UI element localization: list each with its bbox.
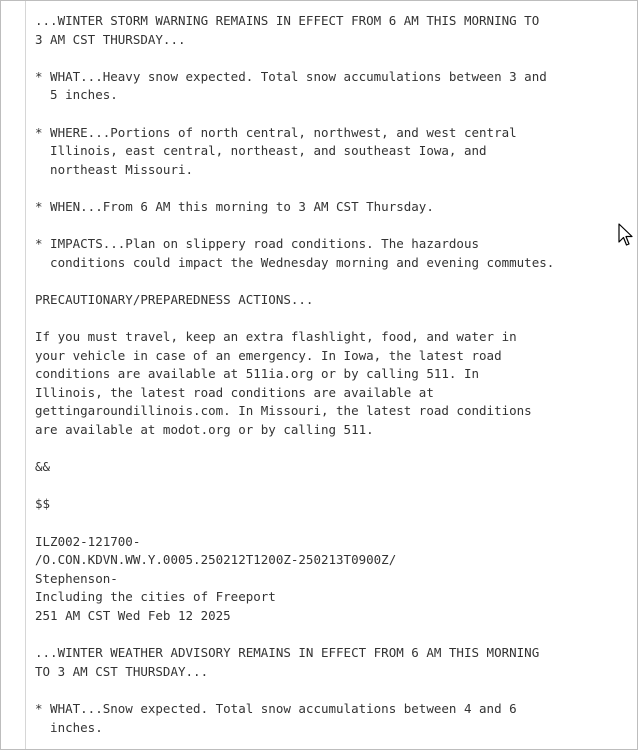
mouse-pointer-icon xyxy=(618,223,634,247)
bulletin-line xyxy=(35,179,554,198)
bulletin-line: ILZ002-121700- xyxy=(35,533,141,549)
bulletin-line: conditions could impact the Wednesday morning and evening commutes. xyxy=(35,254,555,270)
bulletin-line: * WHEN...From 6 AM this morning to 3 AM CST Thursday. xyxy=(35,198,434,214)
bulletin-line: conditions are available at 511ia.org or by calling 511. In xyxy=(35,366,480,382)
bulletin-line: your vehicle in case of an emergency. In Iowa, the latest road xyxy=(35,347,502,363)
bulletin-line: Illinois, east central, northeast, and southeast Iowa, and xyxy=(35,143,487,159)
bulletin-line: ...WINTER WEATHER ADVISORY REMAINS IN EFFECT FROM 6 AM THIS MORNING xyxy=(35,645,540,661)
bulletin-line xyxy=(35,514,554,533)
bulletin-line xyxy=(35,440,554,459)
bulletin-line xyxy=(35,310,554,329)
bulletin-line: Stephenson- xyxy=(35,570,118,586)
bulletin-line xyxy=(35,217,554,236)
left-margin-rule xyxy=(25,1,26,750)
bulletin-line: 251 AM CST Wed Feb 12 2025 xyxy=(35,608,231,623)
bulletin-line: * IMPACTS...Plan on slippery road conditions. The hazardous xyxy=(35,236,480,252)
bulletin-line xyxy=(35,681,554,700)
bulletin-line xyxy=(35,272,554,291)
bulletin-line: TO 3 AM CST THURSDAY... xyxy=(35,663,209,679)
bulletin-line: * WHERE...Portions of north central, northwest, and west central xyxy=(35,124,517,140)
bulletin-line: Illinois, the latest road conditions are available at xyxy=(35,384,434,400)
bulletin-line: && xyxy=(35,459,51,475)
bulletin-line xyxy=(35,626,554,645)
bulletin-line: Including the cities of Freeport xyxy=(35,589,276,605)
bulletin-line xyxy=(35,105,554,124)
bulletin-line: /O.CON.KDVN.WW.Y.0005.250212T1200Z-250213T0900Z/ xyxy=(35,552,397,568)
bulletin-line: gettingaroundillinois.com. In Missouri, the latest road conditions xyxy=(35,403,532,419)
bulletin-line: inches. xyxy=(35,719,103,735)
bulletin-line: ...WINTER STORM WARNING REMAINS IN EFFECT FROM 6 AM THIS MORNING TO xyxy=(35,13,540,28)
bulletin-line: $$ xyxy=(35,496,51,512)
bulletin-line xyxy=(35,477,554,496)
bulletin-line: 5 inches. xyxy=(35,87,118,103)
bulletin-line xyxy=(35,49,554,68)
weather-bulletin-text xyxy=(35,12,554,737)
bulletin-line: * WHAT...Snow expected. Total snow accumulations between 4 and 6 xyxy=(35,700,517,716)
bulletin-line: are available at modot.org or by calling 511. xyxy=(35,422,374,438)
bulletin-line: northeast Missouri. xyxy=(35,161,194,177)
bulletin-line: * WHAT...Heavy snow expected. Total snow accumulations between 3 and xyxy=(35,68,547,84)
bulletin-line: If you must travel, keep an extra flashlight, food, and water in xyxy=(35,329,517,345)
bulletin-line: 3 AM CST THURSDAY... xyxy=(35,31,186,47)
bulletin-line: PRECAUTIONARY/PREPAREDNESS ACTIONS... xyxy=(35,291,314,307)
